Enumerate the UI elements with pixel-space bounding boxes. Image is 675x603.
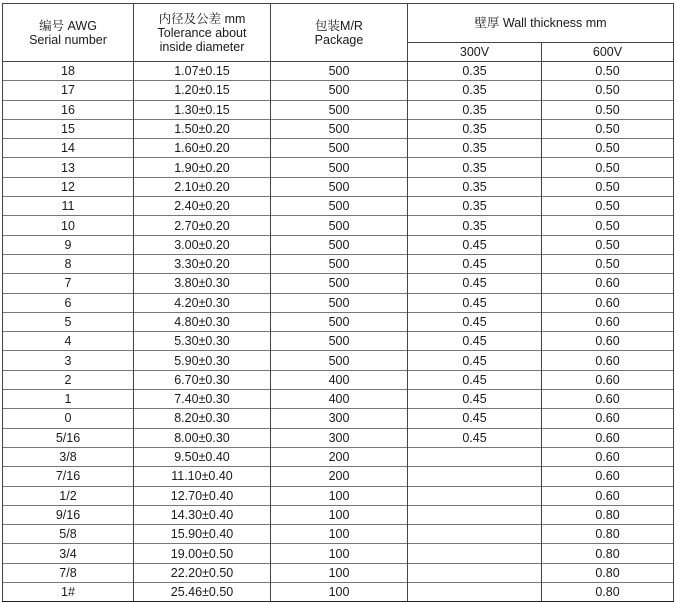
header-wall-thickness: 壁厚 Wall thickness mm xyxy=(408,4,674,43)
cell-wall-600v: 0.60 xyxy=(542,332,674,351)
cell-package: 500 xyxy=(271,274,408,293)
table-row xyxy=(3,100,674,119)
table-row xyxy=(3,583,674,602)
cell-wall-300v: 0.35 xyxy=(408,119,542,138)
cell-wall-300v: 0.45 xyxy=(408,390,542,409)
table-row xyxy=(3,486,674,505)
cell-awg: 5/8 xyxy=(3,525,134,544)
cell-diameter: 2.40±0.20 xyxy=(134,197,271,216)
cell-wall-600v: 0.60 xyxy=(542,274,674,293)
table-row xyxy=(3,370,674,389)
cell-package: 100 xyxy=(271,563,408,582)
cell-wall-300v: 0.45 xyxy=(408,370,542,389)
cell-wall-300v: 0.45 xyxy=(408,293,542,312)
cell-wall-300v: 0.35 xyxy=(408,177,542,196)
cell-awg: 3/8 xyxy=(3,447,134,466)
cell-diameter: 25.46±0.50 xyxy=(134,583,271,602)
cell-package: 500 xyxy=(271,177,408,196)
cell-awg: 10 xyxy=(3,216,134,235)
header-300v: 300V xyxy=(408,43,542,62)
cell-package: 500 xyxy=(271,139,408,158)
cell-diameter: 11.10±0.40 xyxy=(134,467,271,486)
cell-wall-300v: 0.35 xyxy=(408,197,542,216)
cell-wall-600v: 0.50 xyxy=(542,62,674,81)
cell-awg: 3 xyxy=(3,351,134,370)
header-awg-cn: 编号 AWG xyxy=(39,18,97,33)
cell-wall-600v: 0.60 xyxy=(542,447,674,466)
table-row xyxy=(3,158,674,177)
cell-wall-600v: 0.60 xyxy=(542,428,674,447)
cell-wall-600v: 0.60 xyxy=(542,486,674,505)
table-row xyxy=(3,62,674,81)
cell-package: 500 xyxy=(271,81,408,100)
header-package-en: Package xyxy=(314,32,364,47)
cell-awg: 15 xyxy=(3,119,134,138)
cell-awg: 0 xyxy=(3,409,134,428)
cell-wall-600v: 0.60 xyxy=(542,409,674,428)
cell-wall-300v xyxy=(408,505,542,524)
cell-awg: 14 xyxy=(3,139,134,158)
table-row xyxy=(3,312,674,331)
cell-diameter: 2.70±0.20 xyxy=(134,216,271,235)
cell-wall-300v: 0.45 xyxy=(408,274,542,293)
cell-wall-600v: 0.50 xyxy=(542,139,674,158)
cell-awg: 7 xyxy=(3,274,134,293)
cell-awg: 16 xyxy=(3,100,134,119)
cell-diameter: 8.00±0.30 xyxy=(134,428,271,447)
cell-wall-600v: 0.50 xyxy=(542,119,674,138)
cell-package: 500 xyxy=(271,312,408,331)
table-row xyxy=(3,351,674,370)
table-row xyxy=(3,390,674,409)
table-row xyxy=(3,409,674,428)
cell-awg: 11 xyxy=(3,197,134,216)
cell-wall-300v xyxy=(408,447,542,466)
cell-wall-600v: 0.80 xyxy=(542,563,674,582)
cell-package: 500 xyxy=(271,100,408,119)
cell-awg: 7/16 xyxy=(3,467,134,486)
cell-wall-300v: 0.35 xyxy=(408,139,542,158)
cell-awg: 3/4 xyxy=(3,544,134,563)
cell-diameter: 1.07±0.15 xyxy=(134,62,271,81)
cell-diameter: 2.10±0.20 xyxy=(134,177,271,196)
cell-diameter: 1.60±0.20 xyxy=(134,139,271,158)
cell-wall-300v: 0.45 xyxy=(408,332,542,351)
cell-diameter: 22.20±0.50 xyxy=(134,563,271,582)
cell-wall-300v: 0.45 xyxy=(408,254,542,273)
header-diameter-en-1: Tolerance about xyxy=(157,25,247,40)
cell-wall-600v: 0.60 xyxy=(542,390,674,409)
cell-awg: 5/16 xyxy=(3,428,134,447)
cell-wall-300v xyxy=(408,525,542,544)
header-package-cn: 包装M/R xyxy=(315,18,363,33)
cell-awg: 9/16 xyxy=(3,505,134,524)
cell-package: 500 xyxy=(271,254,408,273)
cell-awg: 13 xyxy=(3,158,134,177)
table-row xyxy=(3,119,674,138)
spec-table-wrapper xyxy=(2,3,674,602)
cell-awg: 1 xyxy=(3,390,134,409)
cell-package: 500 xyxy=(271,235,408,254)
header-diameter-cn: 内径及公差 mm xyxy=(158,11,246,26)
cell-package: 500 xyxy=(271,216,408,235)
cell-diameter: 4.80±0.30 xyxy=(134,312,271,331)
cell-wall-300v: 0.35 xyxy=(408,158,542,177)
cell-wall-300v xyxy=(408,486,542,505)
cell-awg: 12 xyxy=(3,177,134,196)
cell-wall-600v: 0.50 xyxy=(542,254,674,273)
cell-diameter: 5.90±0.30 xyxy=(134,351,271,370)
cell-wall-300v xyxy=(408,583,542,602)
cell-package: 200 xyxy=(271,447,408,466)
cell-diameter: 19.00±0.50 xyxy=(134,544,271,563)
cell-wall-300v: 0.45 xyxy=(408,409,542,428)
wire-spec-table xyxy=(2,3,674,602)
table-row xyxy=(3,254,674,273)
cell-awg: 17 xyxy=(3,81,134,100)
cell-wall-300v: 0.45 xyxy=(408,351,542,370)
cell-wall-600v: 0.80 xyxy=(542,505,674,524)
table-row xyxy=(3,563,674,582)
cell-package: 100 xyxy=(271,486,408,505)
cell-diameter: 1.20±0.15 xyxy=(134,81,271,100)
cell-diameter: 9.50±0.40 xyxy=(134,447,271,466)
cell-wall-300v: 0.35 xyxy=(408,81,542,100)
cell-wall-600v: 0.50 xyxy=(542,216,674,235)
cell-diameter: 3.30±0.20 xyxy=(134,254,271,273)
cell-wall-600v: 0.50 xyxy=(542,197,674,216)
cell-wall-300v xyxy=(408,467,542,486)
cell-package: 500 xyxy=(271,62,408,81)
table-row xyxy=(3,216,674,235)
cell-wall-600v: 0.60 xyxy=(542,370,674,389)
cell-diameter: 12.70±0.40 xyxy=(134,486,271,505)
cell-package: 300 xyxy=(271,409,408,428)
table-row xyxy=(3,505,674,524)
cell-wall-600v: 0.50 xyxy=(542,235,674,254)
cell-wall-600v: 0.60 xyxy=(542,312,674,331)
cell-diameter: 8.20±0.30 xyxy=(134,409,271,428)
header-awg-en: Serial number xyxy=(29,32,107,47)
table-header xyxy=(3,4,674,62)
cell-diameter: 7.40±0.30 xyxy=(134,390,271,409)
cell-awg: 6 xyxy=(3,293,134,312)
cell-awg: 4 xyxy=(3,332,134,351)
table-row xyxy=(3,544,674,563)
cell-wall-300v: 0.35 xyxy=(408,216,542,235)
table-row xyxy=(3,274,674,293)
cell-wall-600v: 0.50 xyxy=(542,81,674,100)
cell-awg: 5 xyxy=(3,312,134,331)
header-package xyxy=(271,4,408,62)
cell-package: 500 xyxy=(271,293,408,312)
cell-package: 500 xyxy=(271,119,408,138)
cell-wall-300v: 0.35 xyxy=(408,62,542,81)
header-diameter-en-2: inside diameter xyxy=(159,39,245,54)
cell-package: 400 xyxy=(271,370,408,389)
cell-awg: 9 xyxy=(3,235,134,254)
cell-diameter: 1.90±0.20 xyxy=(134,158,271,177)
cell-wall-600v: 0.60 xyxy=(542,293,674,312)
table-row xyxy=(3,525,674,544)
header-diameter xyxy=(134,4,271,62)
cell-diameter: 15.90±0.40 xyxy=(134,525,271,544)
cell-diameter: 14.30±0.40 xyxy=(134,505,271,524)
cell-package: 100 xyxy=(271,544,408,563)
table-row xyxy=(3,197,674,216)
cell-awg: 18 xyxy=(3,62,134,81)
cell-package: 500 xyxy=(271,158,408,177)
table-row xyxy=(3,293,674,312)
cell-diameter: 6.70±0.30 xyxy=(134,370,271,389)
cell-package: 200 xyxy=(271,467,408,486)
cell-package: 500 xyxy=(271,332,408,351)
cell-wall-300v: 0.35 xyxy=(408,100,542,119)
table-row xyxy=(3,447,674,466)
cell-wall-300v: 0.45 xyxy=(408,235,542,254)
cell-wall-600v: 0.80 xyxy=(542,583,674,602)
cell-package: 400 xyxy=(271,390,408,409)
cell-awg: 8 xyxy=(3,254,134,273)
cell-wall-600v: 0.50 xyxy=(542,177,674,196)
cell-wall-600v: 0.50 xyxy=(542,158,674,177)
cell-package: 100 xyxy=(271,505,408,524)
cell-package: 100 xyxy=(271,583,408,602)
table-row xyxy=(3,235,674,254)
header-600v: 600V xyxy=(542,43,674,62)
cell-package: 500 xyxy=(271,351,408,370)
cell-diameter: 1.50±0.20 xyxy=(134,119,271,138)
cell-diameter: 5.30±0.30 xyxy=(134,332,271,351)
cell-wall-300v xyxy=(408,544,542,563)
cell-diameter: 4.20±0.30 xyxy=(134,293,271,312)
cell-wall-300v: 0.45 xyxy=(408,312,542,331)
table-row xyxy=(3,139,674,158)
table-row xyxy=(3,177,674,196)
cell-awg: 1/2 xyxy=(3,486,134,505)
cell-awg: 7/8 xyxy=(3,563,134,582)
cell-diameter: 3.00±0.20 xyxy=(134,235,271,254)
cell-package: 500 xyxy=(271,197,408,216)
table-row xyxy=(3,428,674,447)
cell-diameter: 1.30±0.15 xyxy=(134,100,271,119)
table-row xyxy=(3,81,674,100)
cell-wall-600v: 0.60 xyxy=(542,467,674,486)
table-row xyxy=(3,467,674,486)
cell-wall-600v: 0.80 xyxy=(542,544,674,563)
cell-wall-600v: 0.50 xyxy=(542,100,674,119)
cell-awg: 2 xyxy=(3,370,134,389)
cell-diameter: 3.80±0.30 xyxy=(134,274,271,293)
cell-awg: 1# xyxy=(3,583,134,602)
cell-package: 300 xyxy=(271,428,408,447)
cell-wall-600v: 0.60 xyxy=(542,351,674,370)
cell-wall-300v: 0.45 xyxy=(408,428,542,447)
header-awg xyxy=(3,4,134,62)
cell-wall-600v: 0.80 xyxy=(542,525,674,544)
cell-wall-300v xyxy=(408,563,542,582)
table-row xyxy=(3,332,674,351)
table-body xyxy=(3,62,674,602)
cell-package: 100 xyxy=(271,525,408,544)
